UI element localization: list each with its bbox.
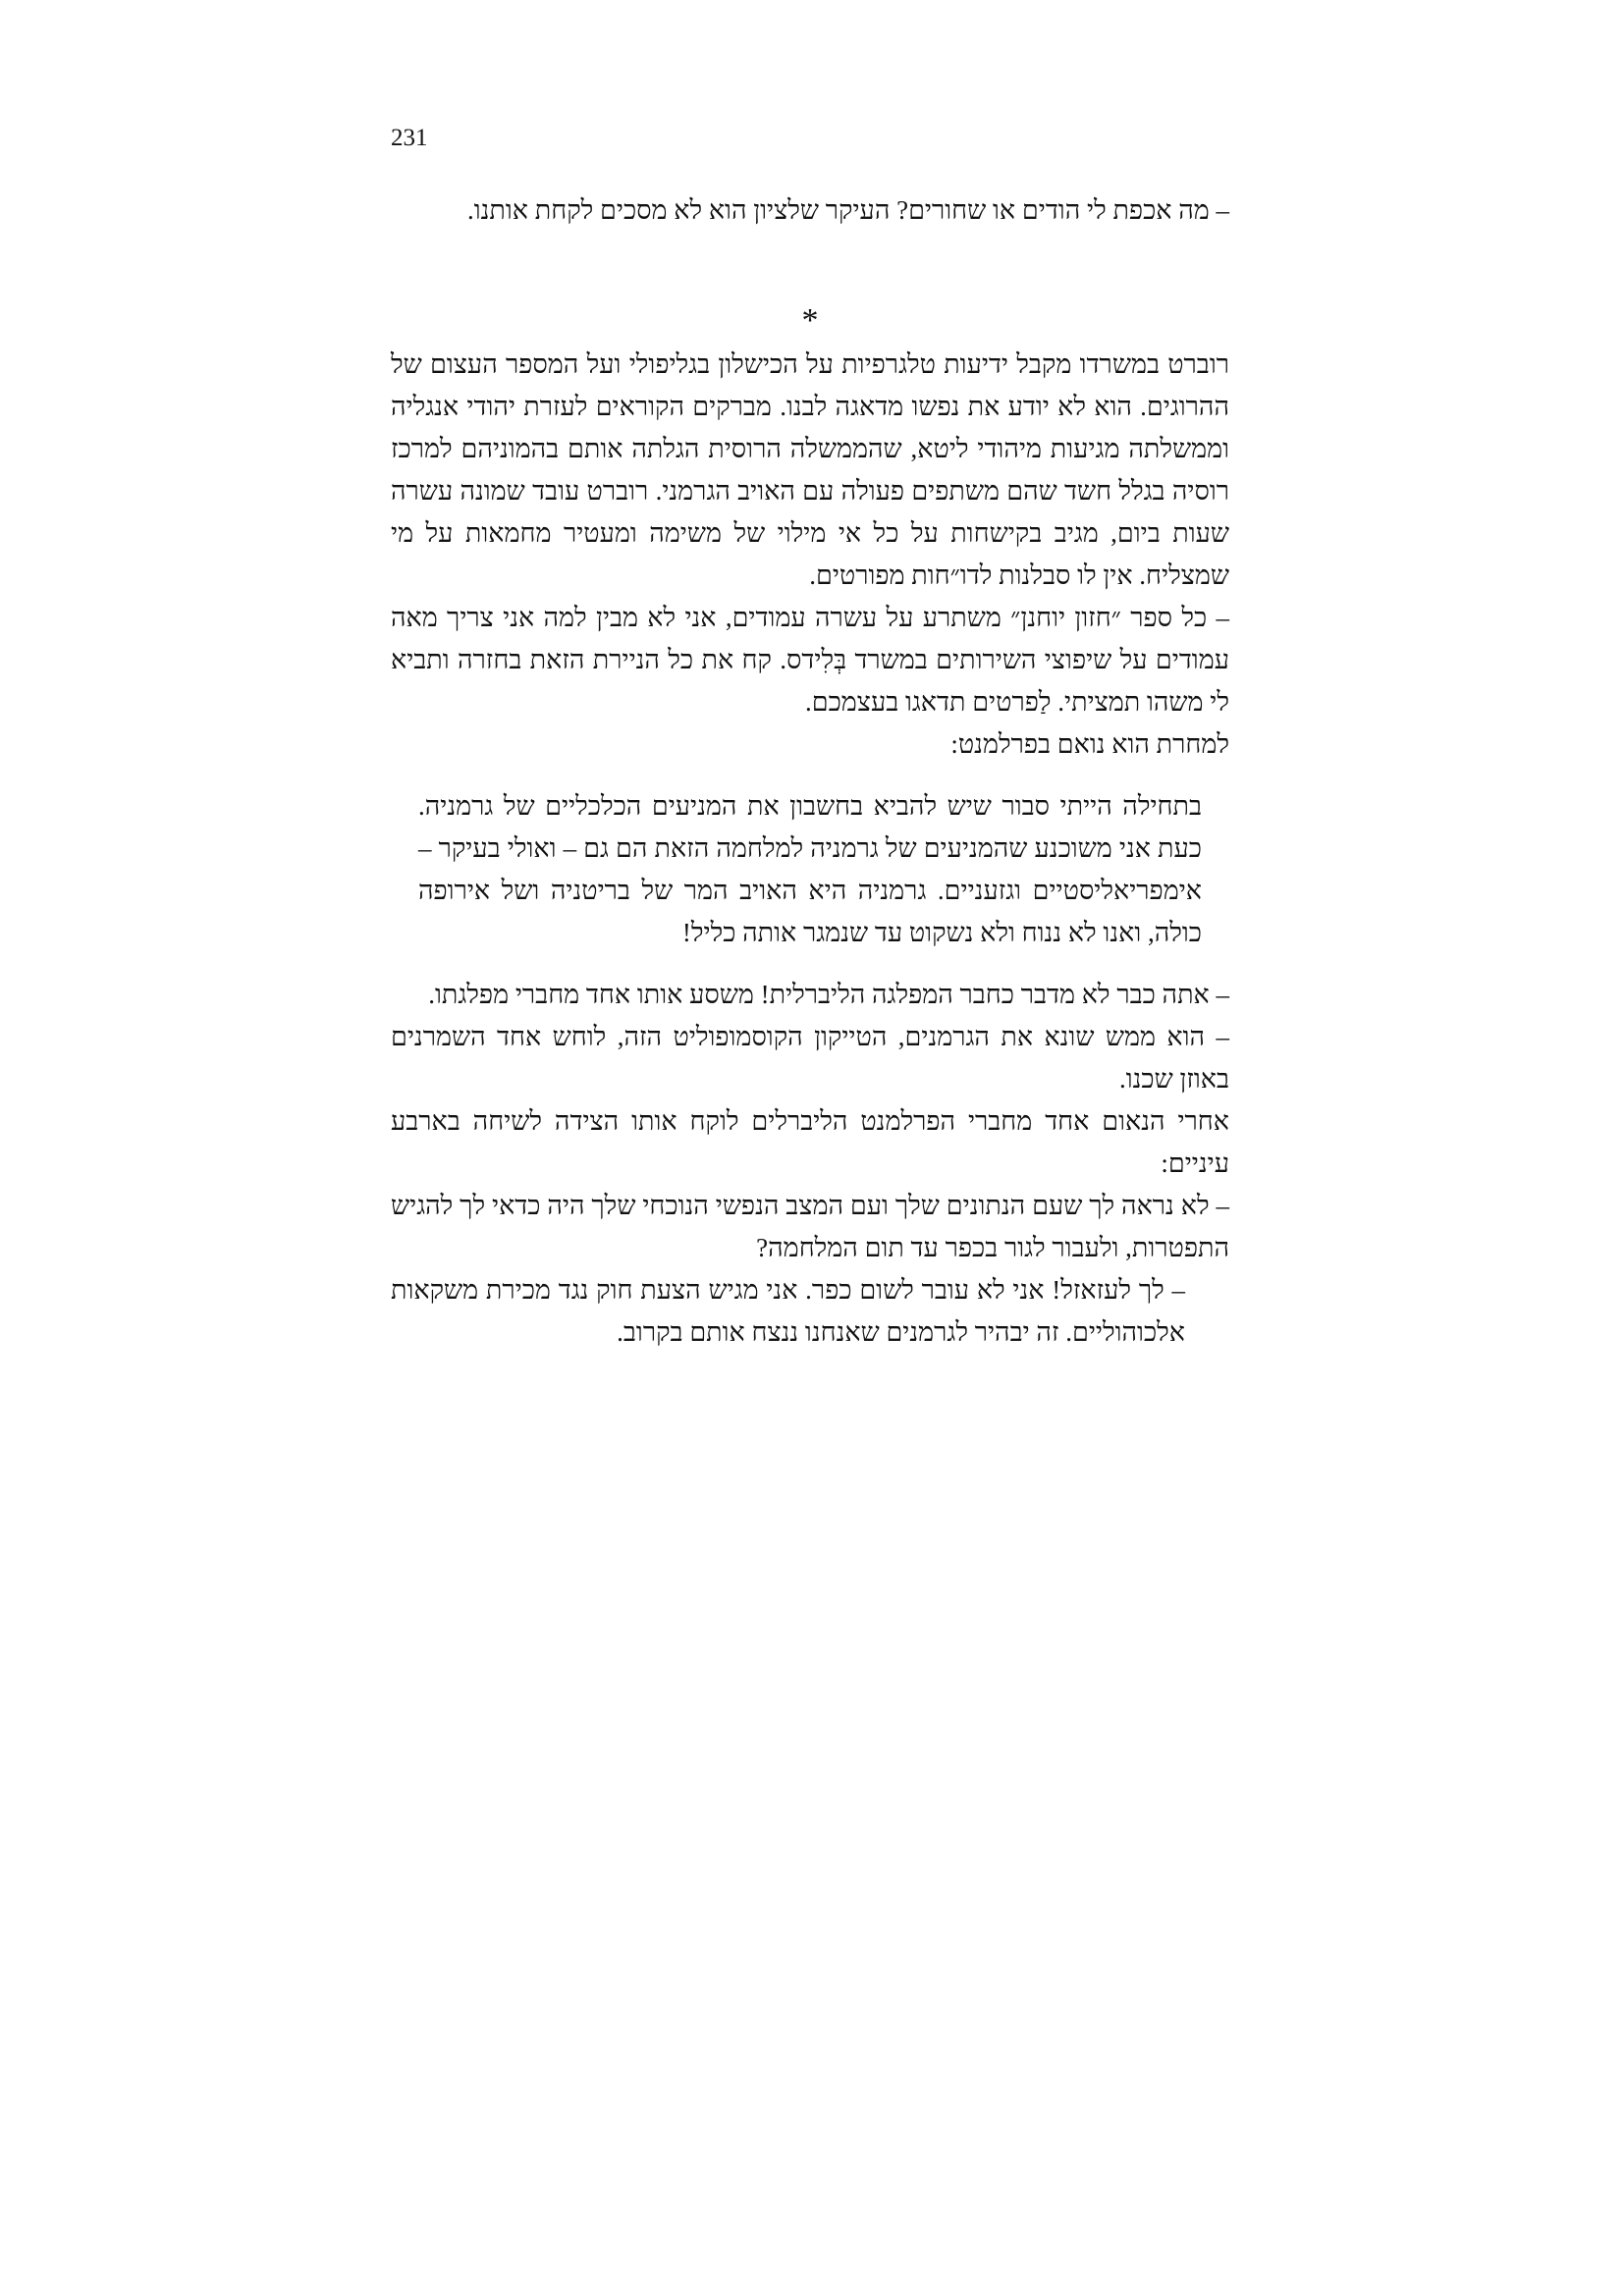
block-quote-speech: בתחילה הייתי סבור שיש להביא בחשבון את המניעים הכלכליים של גרמניה. כעת אני משוכנע שהמניעים של גרמניה למלחמה הזאת הם גם – ואולי בעיקר – אימפריאליסטיים וגזעניים. גרמניה היא האויב המר של בריטניה ושל אירופה כולה, ואנו לא ננוח ולא נשקוט עד שנמגר אותה כליל! (418, 791, 1202, 947)
speech-interruption: – אתה כבר לא מדבר כחבר המפלגה הליברלית! משסע אותו אחד מחברי מפלגתו. (428, 980, 1229, 1009)
section-separator: * (801, 302, 819, 339)
opening-speech: – מה אכפת לי הודים או שחורים? העיקר שלציון הוא לא מסכים לקחת אותנו. (466, 195, 1229, 225)
speech-whisper: – הוא ממש שונא את הגרמנים, הטייקון הקוסמופוליט הזה, לוחש אחד השמרנים באוזן שכנו. (391, 1022, 1229, 1094)
page-number: 231 (391, 125, 428, 151)
paragraph-parliament-intro: למחרת הוא נואם בפרלמנט: (950, 729, 1229, 759)
speech-resignation-suggestion: – לא נראה לך שעם הנתונים שלך ועם המצב הנפשי הנוכחי שלך היה כדאי לך להגיש התפטרות, ולעבור לגור בכפר עד תום המלחמה? (391, 1191, 1229, 1262)
main-text (391, 344, 1229, 1354)
speech-report-complaint: – כל ספר ״חזון יוחנן״ משתרע על עשרה עמודים, אני לא מבין למה אני צריך מאה עמודים על שיפוצי השירותים במשרד בְּלִידס. קח את כל הניירת הזאת בחזרה ותביא לי משהו תמציתי. לַפרטים תדאגו בעצמכם. (391, 603, 1229, 717)
opening-dialogue (391, 189, 1229, 232)
paragraph-after-speech: אחרי הנאום אחד מחברי הפרלמנט הליברלים לוקח אותו הצידה לשיחה בארבע עיניים: (391, 1106, 1229, 1178)
paragraph-telegrams: רוברט במשרדו מקבל ידיעות טלגרפיות על הכישלון בגליפולי ועל המספר העצום של ההרוגים. הוא לא יודע את נפשו מדאגה לבנו. מברקים הקוראים לעזרת יהודי אנגליה וממשלתה מגיעות מיהודי ליטא, שהממשלה הרוסית הגלתה אותם בהמוניהם למרכז רוסיה בגלל חשד שהם משתפים פעולה עם האויב הגרמני. רוברט עובד שמונה עשרה שעות ביום, מגיב בקישחות על כל אי מילוי של משימה ומעטיר מחמאות על מי שמצליח. אין לו סבלנות לדו״חות מפורטים. (391, 349, 1229, 590)
speech-reply: – לך לעזאזל! אני לא עובר לשום כפר. אני מגיש הצעת חוק נגד מכירת משקאות אלכוהוליים. זה יבהיר לגרמנים שאנחנו ננצח אותם בקרוב. (391, 1275, 1185, 1347)
